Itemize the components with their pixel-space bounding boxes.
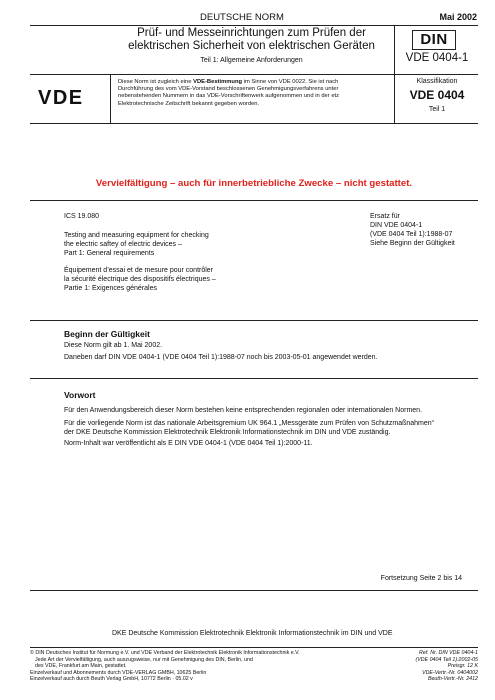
titles-rule [30, 320, 478, 321]
footer-reference [370, 650, 478, 683]
title-line-1: Prüf- und Messeinrichtungen zum Prüfen der [137, 27, 366, 39]
replacement-line-2: DIN VDE 0404-1 [370, 222, 423, 229]
footer-copyright [30, 650, 400, 683]
title-divider [394, 26, 395, 74]
classification-number: VDE 0404 [409, 88, 465, 102]
vde-notice [118, 79, 393, 108]
validity-rule [30, 378, 478, 379]
foreword-heading: Vorwort [64, 390, 96, 400]
title-english-line-1: Testing and measuring equipment for checking [64, 232, 209, 239]
validity-heading: Beginn der Gültigkeit [64, 329, 150, 339]
footer-right-line-2: (VDE 0404 Teil 1):2002-05 [415, 656, 478, 663]
title-english-line-3: Part 1: General requirements [64, 250, 155, 257]
footer-left-line-5: Einzelverkauf auch durch Beuth Verlag GmbH, 10772 Berlin · 05.02 v [30, 676, 193, 683]
document-subtitle: Teil 1: Allgemeine Anforderungen [200, 57, 303, 64]
vde-notice-line-3: nebenstehenden Nummern in das VDE-Vorschriftenwerk aufgenommen und in der etz [118, 93, 340, 100]
din-number: VDE 0404-1 [405, 52, 469, 64]
vde-notice-line-2: Durchführung des vom VDE-Vorstand beschlossenen Genehmigungsverfahrens unter [118, 86, 339, 93]
footer-rule [30, 647, 478, 648]
footer-right-line-1: Ref. Nr. DIN VDE 0404-1 [419, 650, 478, 656]
header-rule [30, 25, 478, 26]
foreword-paragraph-2 [64, 419, 476, 437]
footer-right-line-3: Preisgr. 12 K [447, 663, 478, 670]
title-french [64, 266, 304, 293]
footer-right-line-4: VDE-Vertr.-Nr. 0404002 [422, 669, 478, 676]
vde-block-rule [30, 123, 478, 124]
continuation-note: Fortsetzung Seite 2 bis 14 [380, 575, 462, 582]
continuation-rule [30, 590, 478, 591]
vde-logo-divider [110, 75, 111, 123]
title-rule [30, 74, 478, 75]
title-french-line-1: Équipement d’essai et de mesure pour contrôler [64, 267, 214, 274]
validity-line-2: Daneben darf DIN VDE 0404-1 (VDE 0404 Teil 1):1988-07 noch bis 2003-05-01 angewendet werden. [64, 354, 378, 361]
foreword-paragraph-2-line-2: der DKE Deutsche Kommission Elektrotechnik Elektronik Informationstechnik im DIN und VDE zuständig. [64, 429, 391, 436]
classification-label: Klassifikation [416, 78, 458, 85]
title-french-line-3: Partie 1: Exigences générales [64, 285, 157, 292]
din-logo: DIN [412, 30, 456, 50]
replacement-line-4: Siehe Beginn der Gültigkeit [370, 240, 455, 247]
footer-right-line-5: Beuth-Vertr.-Nr. 2412 [427, 676, 478, 683]
title-english [64, 231, 304, 258]
foreword-paragraph-2-line-1: Für die vorliegende Norm ist das nationale Arbeitsgremium UK 964.1 „Messgeräte zum Prüfen von Schutzmaßnahmen“ [64, 420, 435, 427]
foreword-paragraph-3: Norm-Inhalt war veröffentlicht als E DIN VDE 0404-1 (VDE 0404 Teil 1):2000-11. [64, 440, 313, 447]
dke-line: DKE Deutsche Kommission Elektrotechnik Elektronik Informationstechnik im DIN und VDE [112, 630, 393, 637]
issue-date: Mai 2002 [439, 12, 477, 22]
validity-line-1: Diese Norm gilt ab 1. Mai 2002. [64, 342, 163, 349]
reproduction-warning: Vervielfältigung – auch für innerbetriebliche Zwecke – nicht gestattet. [95, 178, 413, 189]
title-line-2: elektrischen Sicherheit von elektrischen Geräten [128, 40, 375, 52]
classification-part: Teil 1 [428, 106, 446, 113]
replacement-line-1: Ersatz für [370, 213, 400, 220]
warning-rule [30, 200, 478, 201]
ics-code: ICS 19.080 [64, 213, 100, 220]
footer-left-line-1: © DIN Deutsches Institut für Normung e.V. und VDE Verband der Elektrotechnik Elektronik Informationstechnik e.V. [30, 650, 300, 656]
footer-left-line-4: Einzelverkauf und Abonnements durch VDE-VERLAG GMBH, 10625 Berlin [30, 669, 207, 676]
vde-notice-line-1: Diese Norm ist zugleich eine VDE-Bestimmung im Sinne von VDE 0022. Sie ist nach [118, 79, 339, 85]
replacement-line-3: (VDE 0404 Teil 1):1988-07 [370, 231, 453, 238]
title-french-line-2: la sécurité électrique des dispositifs électriques – [64, 276, 216, 283]
vde-logo: VDE [38, 87, 84, 109]
vde-notice-line-4: Elektrotechnische Zeitschrift bekannt gegeben worden. [118, 100, 260, 107]
title-english-line-2: the electric saftey of electric devices – [64, 241, 182, 248]
classification-divider [394, 75, 395, 123]
norm-label: DEUTSCHE NORM [200, 12, 284, 23]
footer-left-line-3: des VDE, Frankfurt am Main, gestattet. [35, 663, 127, 670]
document-title [110, 27, 393, 53]
replacement-note [370, 212, 480, 248]
foreword-paragraph-1: Für den Anwendungsbereich dieser Norm bestehen keine entsprechenden regionalen oder internationalen Normen. [64, 407, 423, 414]
footer-left-line-2: Jede Art der Vervielfältigung, auch auszugsweise, nur mit Genehmigung des DIN, Berlin, und [35, 656, 253, 663]
